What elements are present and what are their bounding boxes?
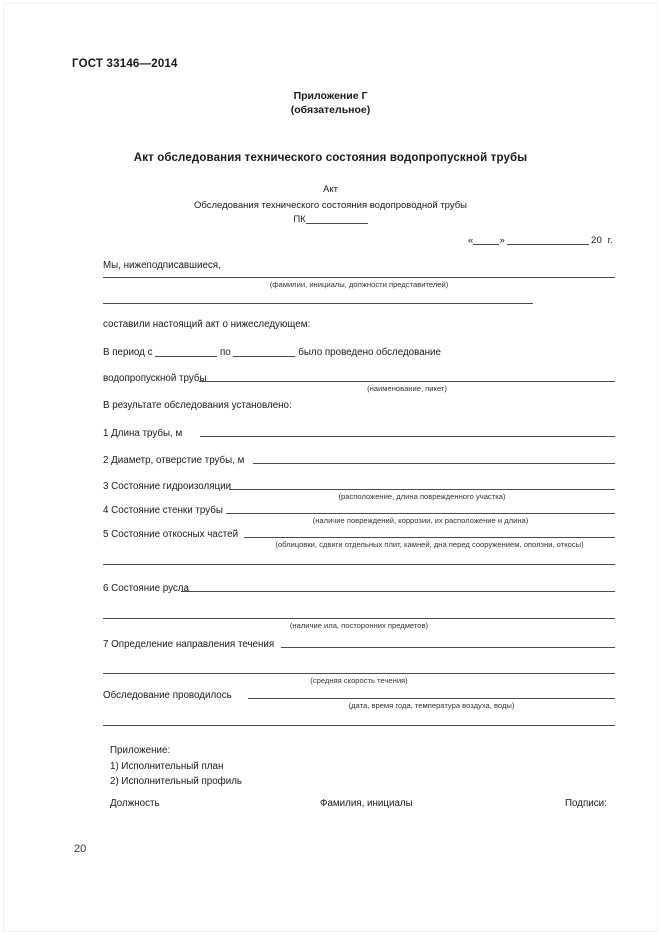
picket-prefix: ПК bbox=[293, 214, 306, 225]
annex-label: Приложение Г bbox=[293, 90, 368, 102]
representatives-rule-1[interactable] bbox=[103, 277, 615, 278]
item-7-rule-2[interactable] bbox=[103, 673, 615, 674]
item-7-label: 7 Определение направления течения bbox=[103, 639, 275, 650]
page-number: 20 bbox=[74, 843, 87, 855]
item-1-rule[interactable] bbox=[200, 436, 615, 437]
appendix-item-2: 2) Исполнительный профиль bbox=[110, 776, 243, 787]
item-2-label: 2 Диаметр, отверстие трубы, м bbox=[103, 455, 245, 466]
date-day-blank[interactable] bbox=[473, 235, 499, 245]
item-2-rule[interactable] bbox=[253, 463, 615, 464]
caption-item-4: (наличие повреждений, коррозии, их расположение и длина) bbox=[312, 516, 529, 525]
period-suffix: было проведено обследование bbox=[298, 347, 441, 358]
signature-name-label: Фамилия, инициалы bbox=[320, 798, 413, 809]
picket-blank[interactable] bbox=[306, 213, 368, 224]
item-5-label: 5 Состояние откосных частей bbox=[103, 529, 239, 540]
caption-item-3: (расположение, длина поврежденного участка) bbox=[338, 492, 506, 501]
pipe-name-rule[interactable] bbox=[199, 381, 615, 382]
representatives-rule-2[interactable] bbox=[103, 303, 533, 304]
period-from-blank[interactable] bbox=[155, 346, 217, 357]
caption-item-5: (облицовки, сдвиги отдельных плит, камней, дна перед сооружением, оползни, откосы) bbox=[275, 540, 584, 549]
item-6-rule-2[interactable] bbox=[103, 618, 615, 619]
signature-position-label: Должность bbox=[110, 798, 160, 809]
signature-sign-label: Подписи: bbox=[565, 798, 607, 809]
period-line bbox=[103, 346, 441, 358]
item-6-label: 6 Состояние русла bbox=[103, 583, 189, 594]
pipe-prefix: водопропускной трубы bbox=[103, 373, 207, 384]
date-month-blank[interactable] bbox=[507, 235, 589, 245]
item-1-label: 1 Длина трубы, м bbox=[103, 428, 183, 439]
survey-rule[interactable] bbox=[248, 698, 615, 699]
survey-rule-2[interactable] bbox=[103, 725, 615, 726]
standard-header: ГОСТ 33146—2014 bbox=[72, 58, 178, 70]
act-title: Акт обследования технического состояния водопропускной трубы bbox=[133, 152, 528, 164]
date-quote-close: » bbox=[499, 235, 505, 246]
survey-label: Обследование проводилось bbox=[103, 690, 232, 701]
act-word: Акт bbox=[323, 184, 338, 195]
item-4-rule[interactable] bbox=[226, 513, 615, 514]
item-6-rule[interactable] bbox=[181, 591, 615, 592]
caption-survey: (дата, время года, температура воздуха, воды) bbox=[348, 701, 515, 710]
annex-kind: (обязательное) bbox=[290, 104, 371, 116]
item-4-label: 4 Состояние стенки трубы bbox=[103, 505, 223, 516]
period-middle: по bbox=[219, 347, 231, 358]
undersigned-text: Мы, нижеподписавшиеся, bbox=[103, 260, 221, 271]
item-7-rule[interactable] bbox=[281, 647, 615, 648]
caption-name-picket: (наименование, пикет) bbox=[367, 384, 447, 393]
caption-representatives: (фамилии, инициалы, должности представителей) bbox=[269, 280, 449, 289]
date-year-prefix: 20 bbox=[590, 235, 602, 246]
appendix-heading: Приложение: bbox=[110, 745, 171, 756]
item-3-label: 3 Состояние гидроизоляции bbox=[103, 481, 232, 492]
act-subtitle: Обследования технического состояния водопроводной трубы bbox=[194, 200, 467, 211]
item-5-rule-2[interactable] bbox=[103, 564, 615, 565]
item-5-rule[interactable] bbox=[244, 537, 615, 538]
caption-item-7: (средняя скорость течения) bbox=[310, 676, 408, 685]
result-intro: В результате обследования установлено: bbox=[103, 400, 292, 411]
signature-row bbox=[0, 798, 661, 814]
appendix-item-1: 1) Исполнительный план bbox=[110, 761, 224, 772]
picket-line bbox=[0, 213, 661, 225]
date-line bbox=[468, 235, 613, 246]
page-frame bbox=[3, 3, 658, 932]
item-3-rule[interactable] bbox=[229, 489, 615, 490]
caption-item-6: (наличие ила, посторонних предметов) bbox=[289, 621, 429, 630]
period-prefix: В период с bbox=[103, 347, 153, 358]
period-to-blank[interactable] bbox=[233, 346, 295, 357]
compiled-text: составили настоящий акт о нижеследующем: bbox=[103, 319, 311, 330]
date-quote-open: « bbox=[468, 235, 474, 246]
date-year-suffix: г. bbox=[607, 235, 613, 246]
